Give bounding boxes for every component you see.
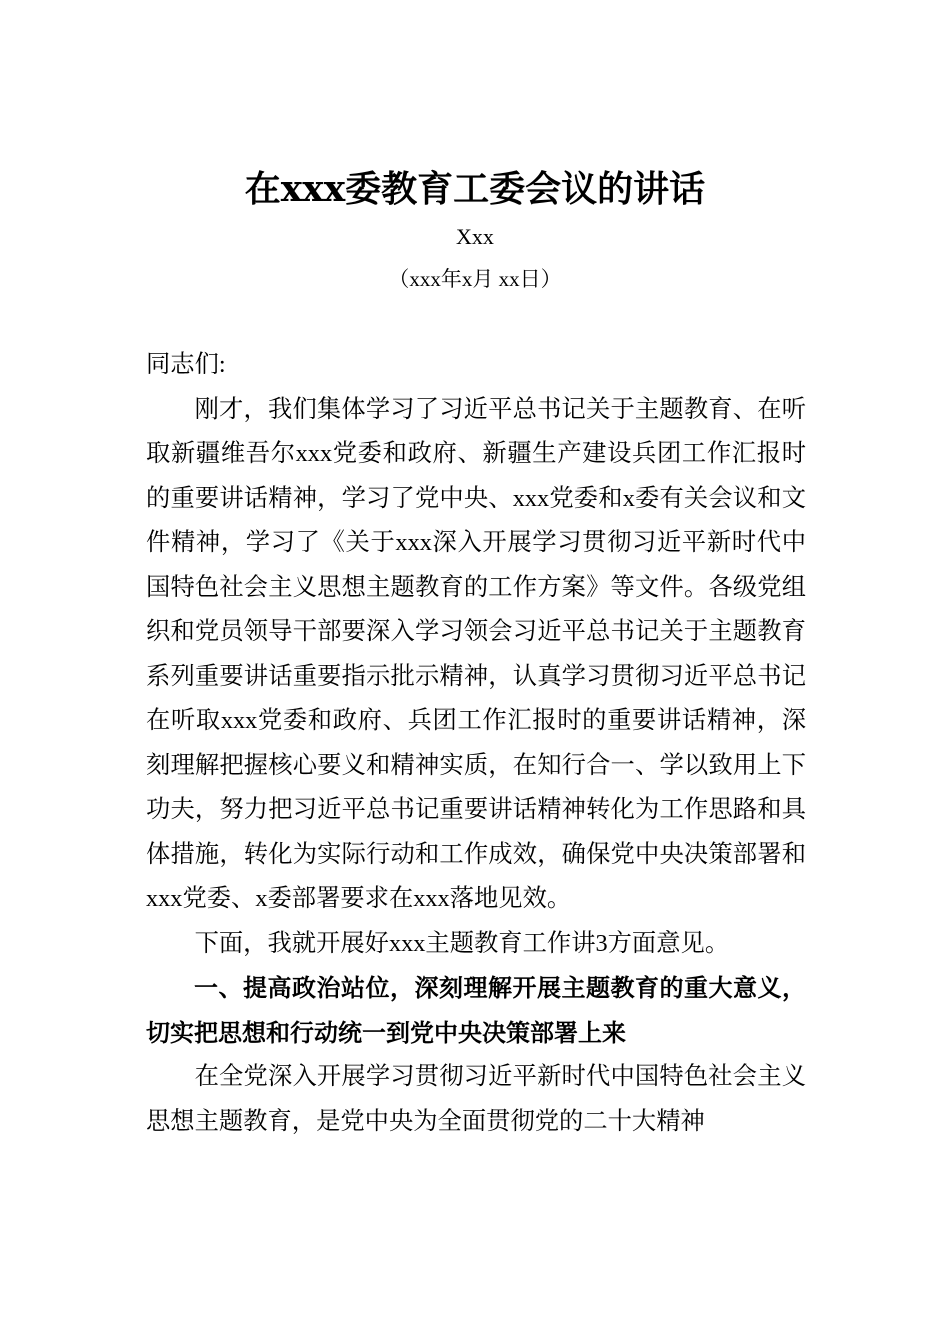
salutation: 同志们: <box>146 351 226 378</box>
document-title: 在xxx委教育工委会议的讲话 <box>244 168 706 210</box>
body-paragraph: 刚才，我们集体学习了习近平总书记关于主题教育、在听取新疆维吾尔xxx党委和政府、新疆生产建设兵团工作汇报时的重要讲话精神，学习了党中央、xxx党委和x委有关会议和文件精神，学习了《关于xxx深入开展学习贯彻习近平新时代中国特色社会主义思想主题教育的工作方案》等文件。各级党组织和党员领导干部要深入学习领会习近平总书记关于主题教育系列重要讲话重要指示批示精神，认真学习贯彻习近平总书记在听取xxx党委和政府、兵团工作汇报时的重要讲话精神，深刻理解把握核心要义和精神实质，在知行合一、学以致用上下功夫，努力把习近平总书记重要讲话精神转化为工作思路和具体措施，转化为实际行动和工作成效，确保党中央决策部署和xxx党委、x委部署要求在xxx落地见效。 <box>146 395 806 912</box>
body-paragraph: 下面，我就开展好xxx主题教育工作讲3方面意见。 <box>194 929 730 957</box>
author-name: Xxx <box>456 224 494 249</box>
section-paragraph: 在全党深入开展学习贯彻习近平新时代中国特色社会主义思想主题教育，是党中央为全面贯彻党的二十大精神 <box>146 1063 806 1135</box>
document-body <box>146 343 806 1144</box>
speech-date: （xxx年x月 xx日） <box>388 267 562 291</box>
section-heading: 一、提高政治站位，深刻理解开展主题教育的重大意义，切实把思想和行动统一到党中央决策部署上来 <box>146 974 806 1047</box>
